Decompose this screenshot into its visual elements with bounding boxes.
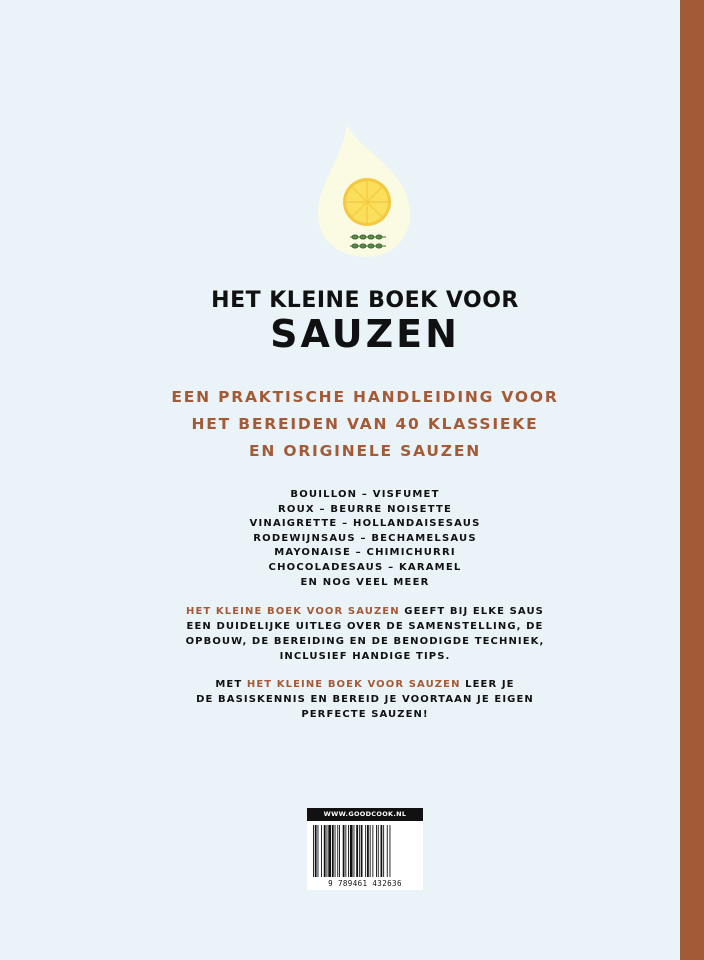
book-spine [680, 0, 704, 960]
description-line: EEN DUIDELIJKE UITLEG OVER DE SAMENSTELLING, DE [186, 621, 544, 632]
barcode-bar [321, 825, 322, 877]
isbn-number: 9 789461 432636 [328, 879, 402, 888]
sauce-list-item: MAYONAISE – CHIMICHURRI [274, 547, 456, 558]
barcode-bar [354, 825, 355, 877]
barcode-bar [339, 825, 340, 877]
barcode-icon [311, 825, 419, 879]
barcode-bar [350, 825, 353, 877]
barcode-bar [348, 825, 349, 877]
barcode-bar [390, 825, 391, 877]
sauce-list-item: ROUX – BEURRE NOISETTE [277, 503, 452, 515]
website-url: WWW.GOODCOOK.NL [307, 808, 423, 821]
barcode-bar [324, 825, 326, 877]
closing-text: MET [215, 679, 247, 690]
barcode-bar [313, 825, 314, 877]
book-title-main: SAUZEN [270, 312, 460, 356]
description-paragraph [0, 604, 704, 664]
sauce-list-item: VINAIGRETTE – HOLLANDAISESAUS [249, 518, 481, 529]
subtitle-line: EN ORIGINELE SAUZEN [248, 442, 481, 460]
lemon-slice-icon [343, 178, 391, 226]
barcode-bar [378, 825, 379, 877]
sauce-drop-icon [310, 120, 420, 260]
barcode-bar [383, 825, 384, 877]
closing-line [0, 677, 704, 692]
barcode-bar [365, 825, 366, 877]
barcode-bar [337, 825, 338, 877]
closing-line: PERFECTE SAUZEN! [301, 709, 429, 720]
barcode-bar [376, 825, 377, 877]
more-text: EN NOG VEEL MEER [300, 577, 430, 588]
barcode-bar [381, 825, 383, 877]
description-line: OPBOUW, DE BEREIDING EN DE BENODIGDE TECHNIEK, [185, 636, 545, 647]
subtitle [0, 384, 704, 465]
barcode-bar [332, 825, 334, 877]
barcode-bar [359, 825, 360, 877]
barcode-bar [367, 825, 369, 877]
description-line [0, 604, 704, 619]
subtitle-line: EEN PRAKTISCHE HANDLEIDING VOOR [171, 388, 559, 406]
sauce-list-item: RODEWIJNSAUS – BECHAMELSAUS [253, 532, 477, 544]
closing-text: LEER JE [460, 679, 515, 690]
sauce-list [0, 488, 704, 575]
sauce-list-item: CHOCOLADESAUS – KARAMEL [268, 561, 462, 573]
book-name-highlight: HET KLEINE BOEK VOOR SAUZEN [186, 606, 400, 617]
sauce-list-item: BOUILLON – VISFUMET [290, 489, 440, 500]
book-name-highlight: HET KLEINE BOEK VOOR SAUZEN [246, 679, 461, 690]
barcode-bar [387, 825, 388, 877]
barcode-bar [327, 825, 328, 877]
barcode-bar [361, 825, 363, 877]
subtitle-line: HET BEREIDEN VAN 40 KLASSIEKE [191, 415, 539, 433]
barcode-bar [328, 825, 331, 877]
closing-paragraph [0, 677, 704, 722]
description-text: GEEFT BIJ ELKE SAUS [399, 606, 544, 617]
barcode-bar [335, 825, 336, 877]
barcode-bar [343, 825, 345, 877]
description-line: INCLUSIEF HANDIGE TIPS. [279, 651, 451, 662]
barcode-bar [318, 825, 319, 877]
barcode-block [307, 808, 423, 890]
barcode-bar [345, 825, 346, 877]
barcode-bar [372, 825, 373, 877]
closing-line: DE BASISKENNIS EN BEREID JE VOORTAAN JE EIGEN [196, 694, 534, 705]
barcode-bar [315, 825, 317, 877]
book-title-prefix: HET KLEINE BOEK VOOR [211, 288, 519, 313]
barcode-bar [356, 825, 358, 877]
barcode-bar [370, 825, 371, 877]
